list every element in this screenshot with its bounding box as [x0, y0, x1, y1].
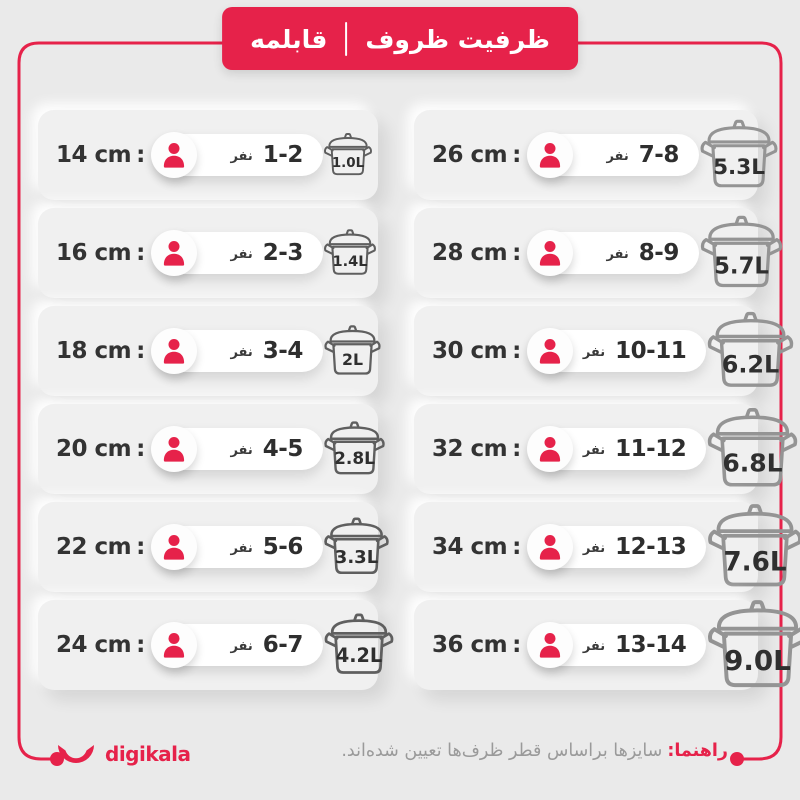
people-count: 1-2	[262, 142, 303, 168]
person-badge	[151, 426, 197, 472]
size-row-card	[414, 502, 787, 592]
badge-title-pot: قابلمه	[250, 25, 328, 54]
people-unit-label: نفر	[230, 247, 253, 262]
colon-separator: :	[512, 534, 521, 560]
person-icon	[535, 238, 565, 268]
pot-icon	[706, 598, 800, 693]
person-icon	[159, 336, 189, 366]
footer-note	[341, 741, 728, 761]
diameter-label: 16 cm	[56, 240, 132, 266]
pot-icon	[706, 310, 795, 392]
person-badge	[527, 132, 573, 178]
people-count: 8-9	[638, 240, 679, 266]
diameter-label: 28 cm	[432, 240, 508, 266]
people-count: 2-3	[262, 240, 303, 266]
people-pill	[157, 134, 323, 176]
colon-separator: :	[136, 240, 145, 266]
colon-separator: :	[512, 338, 521, 364]
people-pill	[157, 526, 323, 568]
digikala-smile-icon	[56, 743, 96, 765]
diameter-label: 36 cm	[432, 632, 508, 658]
people-pill	[533, 330, 706, 372]
footer-note-label: راهنما:	[667, 741, 728, 761]
colon-separator: :	[512, 240, 521, 266]
diameter-label: 34 cm	[432, 534, 508, 560]
capacity-label: 6.2L	[721, 350, 780, 379]
capacity-label: 2L	[341, 350, 363, 370]
person-icon	[159, 532, 189, 562]
size-row-card	[38, 110, 378, 200]
diameter-label: 30 cm	[432, 338, 508, 364]
people-pill	[157, 232, 323, 274]
footer-note-text: سایزها براساس قطر ظرف‌ها تعیین شده‌اند.	[341, 741, 663, 761]
header-badge	[222, 7, 578, 70]
capacity-label: 1.4L	[332, 253, 368, 270]
capacity-label: 7.6L	[723, 547, 787, 578]
person-icon	[159, 630, 189, 660]
pot-icon	[706, 502, 800, 592]
size-row-card	[38, 404, 378, 494]
person-badge	[151, 230, 197, 276]
size-row-card	[38, 306, 378, 396]
diameter-label: 26 cm	[432, 142, 508, 168]
colon-separator: :	[136, 142, 145, 168]
person-badge	[151, 132, 197, 178]
people-unit-label: نفر	[606, 149, 629, 164]
badge-title-capacity: ظرفیت ظروف	[365, 25, 550, 54]
person-icon	[159, 140, 189, 170]
diameter-label: 22 cm	[56, 534, 132, 560]
capacity-label: 6.8L	[722, 448, 783, 478]
capacity-label: 2.8L	[333, 448, 375, 469]
people-unit-label: نفر	[230, 639, 253, 654]
colon-separator: :	[512, 632, 521, 658]
people-pill	[157, 330, 323, 372]
person-badge	[527, 328, 573, 374]
colon-separator: :	[136, 338, 145, 364]
people-pill	[533, 232, 699, 274]
people-pill	[533, 428, 706, 470]
person-badge	[527, 230, 573, 276]
people-unit-label: نفر	[582, 541, 606, 556]
diameter-label: 24 cm	[56, 632, 132, 658]
people-count: 6-7	[262, 632, 303, 658]
colon-separator: :	[512, 436, 521, 462]
pot-icon	[706, 406, 799, 492]
person-badge	[527, 622, 573, 668]
size-row-card	[414, 600, 792, 690]
pot-icon	[699, 214, 784, 292]
people-count: 3-4	[262, 338, 303, 364]
people-count: 10-11	[615, 338, 687, 364]
pot-icon	[323, 612, 395, 678]
people-unit-label: نفر	[230, 149, 253, 164]
person-badge	[151, 328, 197, 374]
colon-separator: :	[136, 534, 145, 560]
pot-icon	[323, 228, 377, 278]
capacity-label: 5.7L	[713, 253, 769, 280]
size-row-card	[38, 208, 378, 298]
people-count: 4-5	[262, 436, 303, 462]
people-pill	[157, 624, 323, 666]
people-pill	[533, 134, 699, 176]
person-icon	[535, 140, 565, 170]
people-count: 12-13	[615, 534, 687, 560]
diameter-label: 32 cm	[432, 436, 508, 462]
person-badge	[151, 524, 197, 570]
size-row-card	[38, 502, 378, 592]
size-row-card	[414, 208, 769, 298]
size-row-card	[414, 110, 765, 200]
colon-separator: :	[512, 142, 521, 168]
colon-separator: :	[136, 436, 145, 462]
people-pill	[533, 624, 706, 666]
person-badge	[527, 524, 573, 570]
capacity-label: 9.0L	[724, 643, 792, 677]
people-unit-label: نفر	[230, 443, 253, 458]
person-icon	[535, 630, 565, 660]
people-count: 11-12	[615, 436, 687, 462]
person-icon	[535, 532, 565, 562]
person-icon	[535, 434, 565, 464]
diameter-label: 14 cm	[56, 142, 132, 168]
people-count: 13-14	[615, 632, 687, 658]
people-unit-label: نفر	[606, 247, 629, 262]
people-pill	[533, 526, 706, 568]
diameter-label: 20 cm	[56, 436, 132, 462]
pot-icon	[323, 132, 373, 178]
frame-right-dot	[730, 752, 744, 766]
size-row-card	[38, 600, 383, 690]
badge-divider	[345, 22, 347, 56]
people-unit-label: نفر	[230, 345, 253, 360]
capacity-label: 5.3L	[712, 155, 765, 181]
capacity-label: 4.2L	[335, 644, 383, 668]
pot-icon	[323, 516, 390, 578]
capacity-label: 1.0L	[331, 155, 364, 171]
pot-icon	[323, 324, 382, 378]
people-unit-label: نفر	[582, 639, 606, 654]
people-count: 7-8	[638, 142, 679, 168]
digikala-logo	[56, 742, 191, 766]
column-right	[414, 110, 792, 690]
diameter-label: 18 cm	[56, 338, 132, 364]
capacity-label: 3.3L	[334, 547, 379, 569]
size-row-card	[414, 306, 780, 396]
person-icon	[535, 336, 565, 366]
column-left	[38, 110, 383, 690]
colon-separator: :	[136, 632, 145, 658]
people-count: 5-6	[262, 534, 303, 560]
people-pill	[157, 428, 323, 470]
person-icon	[159, 238, 189, 268]
person-icon	[159, 434, 189, 464]
people-unit-label: نفر	[582, 443, 606, 458]
person-badge	[151, 622, 197, 668]
size-row-card	[414, 404, 783, 494]
person-badge	[527, 426, 573, 472]
people-unit-label: نفر	[582, 345, 606, 360]
digikala-wordmark: digikala	[105, 742, 191, 766]
pot-icon	[699, 118, 779, 192]
pot-icon	[323, 420, 386, 478]
people-unit-label: نفر	[230, 541, 253, 556]
